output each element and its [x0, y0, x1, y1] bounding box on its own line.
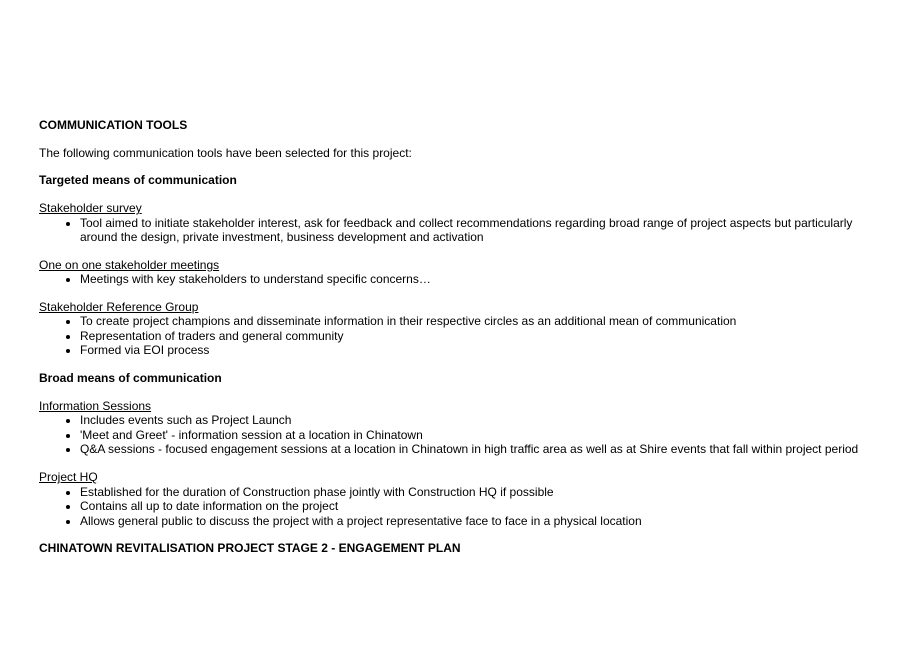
bullet-item: • To create project champions and disseminate information in their respective circles as an additional mean of communication: [80, 314, 884, 329]
bullet-list: [39, 485, 884, 529]
bullet-list: [39, 314, 884, 358]
subheading-project-hq: Project HQ: [39, 470, 98, 484]
group-project-hq: [39, 470, 884, 528]
bullet-item: • Contains all up to date information on the project: [80, 499, 884, 514]
bullet-item: • Meetings with key stakeholders to understand specific concerns…: [80, 272, 884, 287]
bullet-list: [39, 216, 884, 245]
subheading-stakeholder-reference-group: Stakeholder Reference Group: [39, 299, 199, 314]
bullet-item: • Tool aimed to initiate stakeholder interest, ask for feedback and collect recommendations regarding broad range of project aspects but particularly around the design, private investment, business development and activation: [80, 216, 884, 245]
bullet-item: • 'Meet and Greet' - information session at a location in Chinatown: [80, 428, 884, 443]
intro-text: The following communication tools have been selected for this project:: [39, 145, 412, 160]
bullet-item: • Formed via EOI process: [80, 343, 884, 358]
bullet-item: • Representation of traders and general community: [80, 329, 884, 344]
group-stakeholder-reference-group: [39, 300, 884, 358]
section-heading-targeted-means: Targeted means of communication: [39, 173, 237, 188]
group-information-sessions: [39, 399, 884, 457]
section-heading-broad-means: Broad means of communication: [39, 371, 222, 386]
subheading-stakeholder-survey: Stakeholder survey: [39, 201, 142, 216]
bullet-item: • Q&A sessions - focused engagement sessions at a location in Chinatown in high traffic area as well as at Shire events that fall within project period: [80, 442, 884, 457]
bullet-item: • Includes events such as Project Launch: [80, 413, 884, 428]
bullet-item: • Allows general public to discuss the project with a project representative face to face in a physical location: [80, 514, 884, 529]
group-stakeholder-survey: [39, 201, 884, 245]
bullet-item: • Established for the duration of Construction phase jointly with Construction HQ if possible: [80, 485, 884, 500]
page-title: COMMUNICATION TOOLS: [39, 118, 188, 132]
bullet-list: [39, 272, 884, 287]
group-one-on-one-meetings: [39, 258, 884, 287]
bullet-list: [39, 413, 884, 457]
subheading-one-on-one-meetings: One on one stakeholder meetings: [39, 257, 220, 272]
subheading-information-sessions: Information Sessions: [39, 398, 152, 413]
document-footer-title: CHINATOWN REVITALISATION PROJECT STAGE 2 - ENGAGEMENT PLAN: [39, 541, 461, 556]
